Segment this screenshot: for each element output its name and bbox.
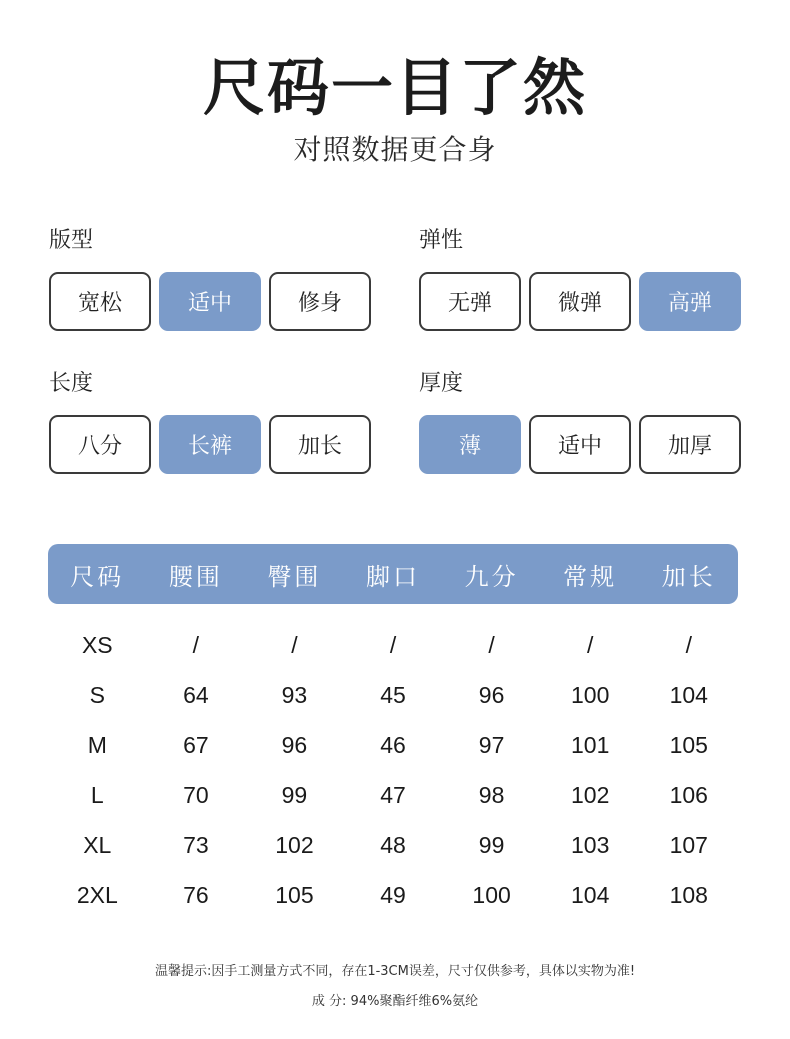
option-regular-selected: 适中 [159,272,261,331]
option-loose: 宽松 [49,272,151,331]
fabric-composition: 成 分: 94%聚酯纤维6%氨纶 [311,994,479,1009]
table-cell: / [291,631,298,658]
option-extra-long: 加长 [269,415,371,474]
table-cell: S [89,681,105,708]
attribute-group-fit [49,226,371,331]
table-cell: 76 [183,881,209,908]
table-cell: / [586,631,594,658]
attribute-label: 长度 [49,371,94,396]
table-cell: 100 [472,881,511,908]
option-slim: 修身 [269,272,371,331]
table-cell: 102 [275,831,314,858]
table-row [48,770,738,820]
table-cell: 102 [570,781,610,808]
option-medium: 适中 [529,415,631,474]
table-row [48,870,738,920]
option-thick: 加厚 [639,415,741,474]
table-cell: 105 [669,731,708,758]
table-cell: 100 [570,681,610,708]
table-cell: 97 [478,731,505,758]
table-cell: 96 [281,731,308,758]
size-table-body [48,620,738,920]
table-cell: 70 [183,781,209,808]
option-cropped: 八分 [49,415,151,474]
table-cell: 105 [275,881,314,908]
table-header-cell: 加长 [661,562,716,591]
table-cell: 99 [281,781,308,808]
table-cell: 103 [570,831,610,858]
table-header-cell: 腰围 [168,562,223,591]
table-cell: 47 [380,781,406,808]
page-title: 尺码一目了然 [202,51,587,124]
table-cell: 107 [669,831,708,858]
table-cell: / [488,631,495,658]
table-header-cell: 九分 [464,562,519,591]
table-header-cell: 臀围 [267,562,322,591]
table-cell: 46 [380,731,406,758]
table-cell: 64 [183,681,209,708]
table-cell: 93 [281,681,308,708]
table-cell: L [90,781,104,808]
table-header-cell: 脚口 [366,562,421,591]
attribute-group-elasticity [419,226,741,331]
option-high-stretch-selected: 高弹 [639,272,741,331]
table-cell: M [87,731,107,758]
attribute-label: 版型 [49,228,94,253]
table-row [48,670,738,720]
table-cell: 2XL [76,881,118,908]
attribute-label: 弹性 [419,228,464,253]
table-cell: 98 [478,781,505,808]
attribute-label: 厚度 [419,371,464,396]
option-thin-selected: 薄 [419,415,521,474]
table-cell: XL [83,831,112,858]
option-slight-stretch: 微弹 [529,272,631,331]
table-cell: 99 [478,831,505,858]
table-cell: 96 [478,681,505,708]
attribute-group-length [49,369,371,474]
table-cell: / [685,631,692,658]
page-subtitle: 对照数据更合身 [293,133,497,166]
option-full-length-selected: 长裤 [159,415,261,474]
table-cell: 45 [380,681,406,708]
table-cell: 101 [570,731,610,758]
option-no-stretch: 无弹 [419,272,521,331]
measurement-note: 温馨提示:因手工测量方式不同，存在1-3CM误差，尺寸仅供参考，具体以实物为准! [154,964,636,979]
table-row [48,620,738,670]
table-header-cell: 常规 [563,562,618,591]
table-cell: 108 [669,881,708,908]
table-row [48,720,738,770]
table-cell: 73 [183,831,209,858]
table-cell: / [192,631,200,658]
table-cell: 106 [669,781,708,808]
table-cell: / [389,631,397,658]
table-cell: XS [81,631,113,658]
attribute-group-thickness [419,369,741,474]
table-header-cell: 尺码 [70,562,125,591]
table-cell: 104 [669,681,708,708]
size-table-header [48,544,738,604]
table-cell: 48 [380,831,406,858]
table-row [48,820,738,870]
table-cell: 49 [380,881,406,908]
table-cell: 104 [570,881,610,908]
table-cell: 67 [183,731,209,758]
